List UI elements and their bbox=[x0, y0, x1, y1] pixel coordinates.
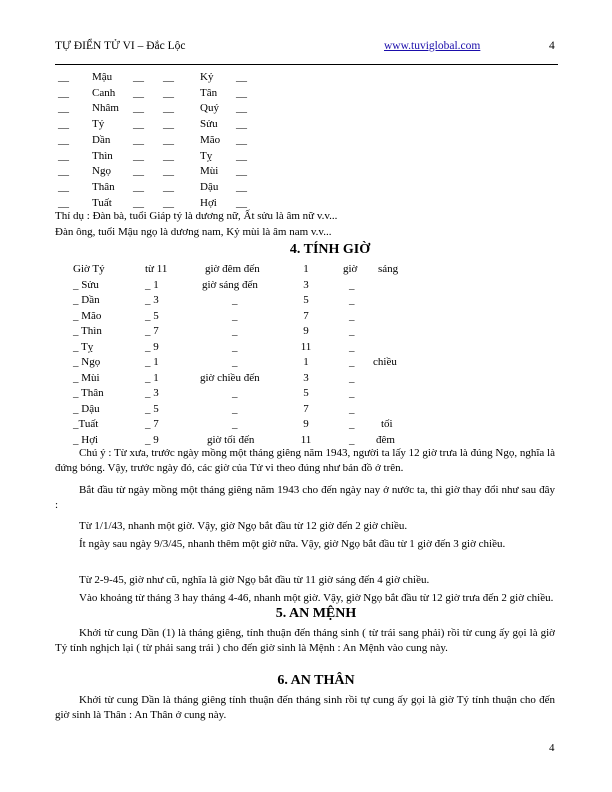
can-chi-cell: __ bbox=[163, 149, 174, 162]
hour-cell: _ bbox=[232, 387, 238, 399]
can-chi-cell: __ bbox=[236, 102, 247, 115]
can-chi-row bbox=[0, 133, 612, 148]
hour-cell: _ bbox=[349, 418, 355, 430]
hour-cell: _ Mão bbox=[73, 309, 102, 322]
hour-cell: chiều bbox=[373, 356, 397, 368]
can-chi-cell: __ bbox=[133, 118, 144, 131]
can-chi-cell: __ bbox=[236, 180, 247, 193]
can-chi-cell: __ bbox=[133, 149, 144, 162]
can-chi-cell: Mão bbox=[200, 133, 221, 146]
can-chi-cell: __ bbox=[58, 102, 69, 115]
section-heading-an-than bbox=[0, 673, 612, 689]
hour-cell: _ bbox=[349, 402, 355, 415]
hour-cell: _ bbox=[232, 418, 238, 430]
can-chi-cell: Tý bbox=[92, 118, 105, 131]
example-line: Thí dụ : Đàn bà, tuổi Giáp tý là dương nữ, Ất sửu là âm nữ v.v... bbox=[55, 210, 338, 222]
hour-cell: _ bbox=[349, 433, 355, 446]
can-chi-cell: __ bbox=[236, 118, 247, 131]
hour-cell: _ 1 bbox=[145, 371, 159, 384]
can-chi-cell: __ bbox=[133, 165, 144, 178]
hour-row bbox=[0, 386, 612, 401]
hour-cell: _ bbox=[349, 309, 355, 322]
hour-row bbox=[0, 324, 612, 339]
hour-cell: _ Thìn bbox=[73, 325, 102, 337]
can-chi-cell: Quý bbox=[200, 102, 219, 115]
can-chi-cell: __ bbox=[58, 149, 69, 162]
hour-cell: 3 bbox=[303, 371, 309, 384]
hour-cell: _ bbox=[232, 294, 238, 306]
can-chi-cell: Thìn bbox=[92, 149, 113, 162]
can-chi-row bbox=[0, 86, 612, 101]
hour-cell: _ 7 bbox=[145, 325, 159, 337]
hour-cell: 5 bbox=[303, 387, 309, 399]
hour-cell: _ Mùi bbox=[73, 371, 100, 384]
section-title: 5. AN MỆNH bbox=[275, 606, 357, 621]
note-paragraph: Từ 2-9-45, giờ như cũ, nghĩa là giờ Ngọ bắt đầu từ 11 giờ sáng đến 4 giờ chiều. bbox=[79, 574, 430, 586]
note-paragraph: Chú ý : Từ xưa, trước ngày mồng một tháng giêng năm 1943, người ta lấy 12 giờ trưa là đúng Ngọ, nghĩa là đứng bóng. Vậy, trước ngày đó, các giờ của Tử vi theo đúng như bản đồ ở trên. bbox=[55, 447, 555, 475]
example-line: Đàn ông, tuổi Mậu ngọ là dương nam, Kỷ mùi là âm nam v.v... bbox=[55, 226, 332, 238]
note-paragraph: Bắt đầu từ ngày mồng một tháng giêng năm 1943 cho đến ngày nay ở nước ta, thì giờ thay đổi như sau đây : bbox=[55, 484, 555, 512]
hour-row bbox=[0, 309, 612, 324]
hour-cell: _ bbox=[232, 356, 238, 368]
hour-cell: _ bbox=[232, 309, 238, 322]
hour-cell: 7 bbox=[303, 402, 309, 415]
hour-cell: 11 bbox=[300, 340, 312, 353]
hour-cell: _ bbox=[349, 294, 355, 306]
hour-row bbox=[0, 402, 612, 417]
can-chi-cell: __ bbox=[133, 71, 144, 83]
note-paragraph: Ít ngày sau ngày 9/3/45, nhanh thêm một giờ nữa. Vậy, giờ Ngọ bắt đầu từ 1 giờ đến 3 giờ chiều. bbox=[79, 538, 506, 550]
can-chi-row bbox=[0, 180, 612, 195]
hour-cell: _ 5 bbox=[145, 402, 159, 415]
can-chi-cell: __ bbox=[58, 180, 69, 193]
hour-cell: đêm bbox=[376, 433, 395, 446]
hour-cell: _ bbox=[232, 325, 238, 337]
can-chi-cell: Dần bbox=[92, 133, 111, 146]
can-chi-row bbox=[0, 164, 612, 179]
can-chi-cell: Tuất bbox=[92, 196, 112, 209]
can-chi-cell: __ bbox=[163, 102, 174, 115]
section-heading-an-menh bbox=[0, 606, 612, 622]
hour-row bbox=[0, 278, 612, 293]
hour-cell: _ bbox=[349, 278, 355, 291]
section-heading-tinh-gio bbox=[0, 242, 612, 258]
can-chi-cell: __ bbox=[58, 196, 69, 209]
hour-cell: 11 bbox=[300, 433, 312, 446]
hour-cell: _ bbox=[232, 402, 238, 415]
hour-cell: _ 9 bbox=[145, 340, 159, 353]
can-chi-cell: __ bbox=[133, 180, 144, 193]
hour-cell: _ bbox=[349, 340, 355, 353]
can-chi-row bbox=[0, 149, 612, 164]
can-chi-cell: Mậu bbox=[92, 71, 113, 83]
an-than-paragraph: Khởi từ cung Dần là tháng giêng tính thuận đến tháng sinh rồi tự cung ấy gọi là giờ Tý tính thuận cho đến giờ sinh là Thân : An Thân ở cung này. bbox=[55, 694, 555, 722]
can-chi-cell: __ bbox=[236, 86, 247, 99]
section-title: 4. TÍNH GIỜ bbox=[289, 242, 371, 257]
can-chi-cell: Dậu bbox=[200, 180, 219, 193]
hour-cell: _ Sửu bbox=[73, 278, 99, 291]
can-chi-cell: __ bbox=[236, 71, 247, 83]
hour-cell: từ 11 bbox=[145, 263, 168, 275]
can-chi-cell: __ bbox=[236, 196, 247, 209]
can-chi-cell: __ bbox=[163, 165, 174, 178]
hour-cell: _ 1 bbox=[145, 356, 159, 368]
hour-cell: _ 9 bbox=[145, 433, 159, 446]
can-chi-row bbox=[0, 101, 612, 116]
hour-cell: 9 bbox=[303, 418, 309, 430]
hour-cell: giờ bbox=[343, 263, 358, 275]
can-chi-cell: __ bbox=[58, 133, 69, 146]
can-chi-cell: __ bbox=[163, 180, 174, 193]
can-chi-cell: __ bbox=[163, 71, 174, 83]
can-chi-cell: Tân bbox=[200, 86, 218, 99]
can-chi-cell: Ngọ bbox=[92, 165, 111, 178]
hour-cell: giờ chiều đến bbox=[200, 371, 260, 384]
hour-cell: _ Thân bbox=[73, 387, 104, 399]
hour-cell: _ bbox=[349, 356, 355, 368]
can-chi-cell: Mùi bbox=[200, 165, 219, 178]
header-page-number: 4 bbox=[549, 40, 555, 52]
hour-cell: _ 3 bbox=[145, 294, 159, 306]
hour-cell: _ bbox=[349, 325, 355, 337]
can-chi-row bbox=[0, 196, 612, 211]
hour-cell: giờ tối đến bbox=[207, 433, 255, 446]
hour-row bbox=[0, 340, 612, 355]
hour-cell: _ 7 bbox=[145, 418, 159, 430]
hour-cell: _ bbox=[232, 340, 238, 353]
hour-cell: 1 bbox=[303, 263, 309, 275]
hour-cell: _ Ngọ bbox=[73, 356, 101, 368]
hour-cell: _ Dần bbox=[73, 294, 100, 306]
can-chi-cell: __ bbox=[163, 133, 174, 146]
hour-cell: 7 bbox=[303, 309, 309, 322]
can-chi-cell: __ bbox=[133, 133, 144, 146]
can-chi-cell: Canh bbox=[92, 86, 116, 99]
can-chi-cell: __ bbox=[163, 196, 174, 209]
can-chi-cell: __ bbox=[236, 133, 247, 146]
can-chi-cell: __ bbox=[133, 102, 144, 115]
hour-cell: _ bbox=[349, 371, 355, 384]
can-chi-cell: __ bbox=[133, 196, 144, 209]
can-chi-cell: Hợi bbox=[200, 196, 217, 209]
an-menh-paragraph: Khởi từ cung Dần (1) là tháng giêng, tính thuận đến tháng sinh ( từ trái sang phải) rồi từ cung ấy gọi là giờ Tý tính nghịch lại ( từ phải sang trái ) cho đến giờ sinh là Mệnh : An Mệnh vào cung này. bbox=[55, 627, 555, 655]
can-chi-cell: Sửu bbox=[200, 118, 218, 131]
can-chi-cell: __ bbox=[58, 118, 69, 131]
hour-cell: _ 5 bbox=[145, 309, 159, 322]
hour-cell: _ Tỵ bbox=[73, 340, 94, 353]
hour-cell: tối bbox=[381, 418, 393, 430]
hour-row bbox=[0, 371, 612, 386]
note-paragraph: Vào khoảng từ tháng 3 hay tháng 4-46, nhanh một giờ. Vậy, giờ Ngọ bắt đầu từ 12 giờ trưa đến 2 giờ chiều. bbox=[79, 592, 554, 604]
can-chi-cell: __ bbox=[236, 149, 247, 162]
can-chi-cell: __ bbox=[236, 165, 247, 178]
hour-row bbox=[0, 355, 612, 370]
hour-cell: _Tuất bbox=[73, 418, 99, 430]
hour-cell: _ 3 bbox=[145, 387, 159, 399]
can-chi-cell: __ bbox=[58, 86, 69, 99]
hour-cell: 1 bbox=[303, 356, 309, 368]
can-chi-cell: Nhâm bbox=[92, 102, 119, 115]
can-chi-row bbox=[0, 117, 612, 132]
hour-row bbox=[0, 417, 612, 432]
hour-row bbox=[0, 262, 612, 277]
hour-cell: 9 bbox=[303, 325, 309, 337]
header-divider bbox=[55, 64, 558, 65]
can-chi-cell: __ bbox=[58, 165, 69, 178]
can-chi-cell: __ bbox=[133, 86, 144, 99]
can-chi-cell: __ bbox=[163, 118, 174, 131]
hour-cell: _ Dậu bbox=[73, 402, 100, 415]
hour-cell: giờ đêm đến bbox=[205, 263, 260, 275]
hour-row bbox=[0, 293, 612, 308]
hour-cell: giờ sáng đến bbox=[202, 278, 258, 291]
note-paragraph: Từ 1/1/43, nhanh một giờ. Vậy, giờ Ngọ bắt đầu từ 12 giờ đến 2 giờ chiều. bbox=[79, 520, 408, 532]
hour-cell: _ Hợi bbox=[73, 433, 99, 446]
hour-cell: _ bbox=[349, 387, 355, 399]
header-title: TỰ ĐIỂN TỬ VI – Đắc Lộc bbox=[55, 40, 186, 52]
can-chi-cell: __ bbox=[163, 86, 174, 99]
footer-page-number: 4 bbox=[549, 742, 555, 754]
hour-cell: 3 bbox=[303, 278, 309, 291]
section-title: 6. AN THÂN bbox=[277, 673, 355, 688]
can-chi-cell: __ bbox=[58, 71, 69, 83]
hour-cell: sáng bbox=[378, 263, 399, 275]
header-website-link[interactable]: www.tuviglobal.com bbox=[384, 40, 481, 52]
can-chi-cell: Thân bbox=[92, 180, 115, 193]
hour-cell: _ 1 bbox=[145, 278, 159, 291]
can-chi-row bbox=[0, 70, 612, 85]
can-chi-cell: Tỵ bbox=[200, 149, 213, 162]
can-chi-cell: Kỷ bbox=[200, 71, 214, 83]
hour-cell: Giờ Tý bbox=[73, 263, 105, 275]
hour-cell: 5 bbox=[303, 294, 309, 306]
